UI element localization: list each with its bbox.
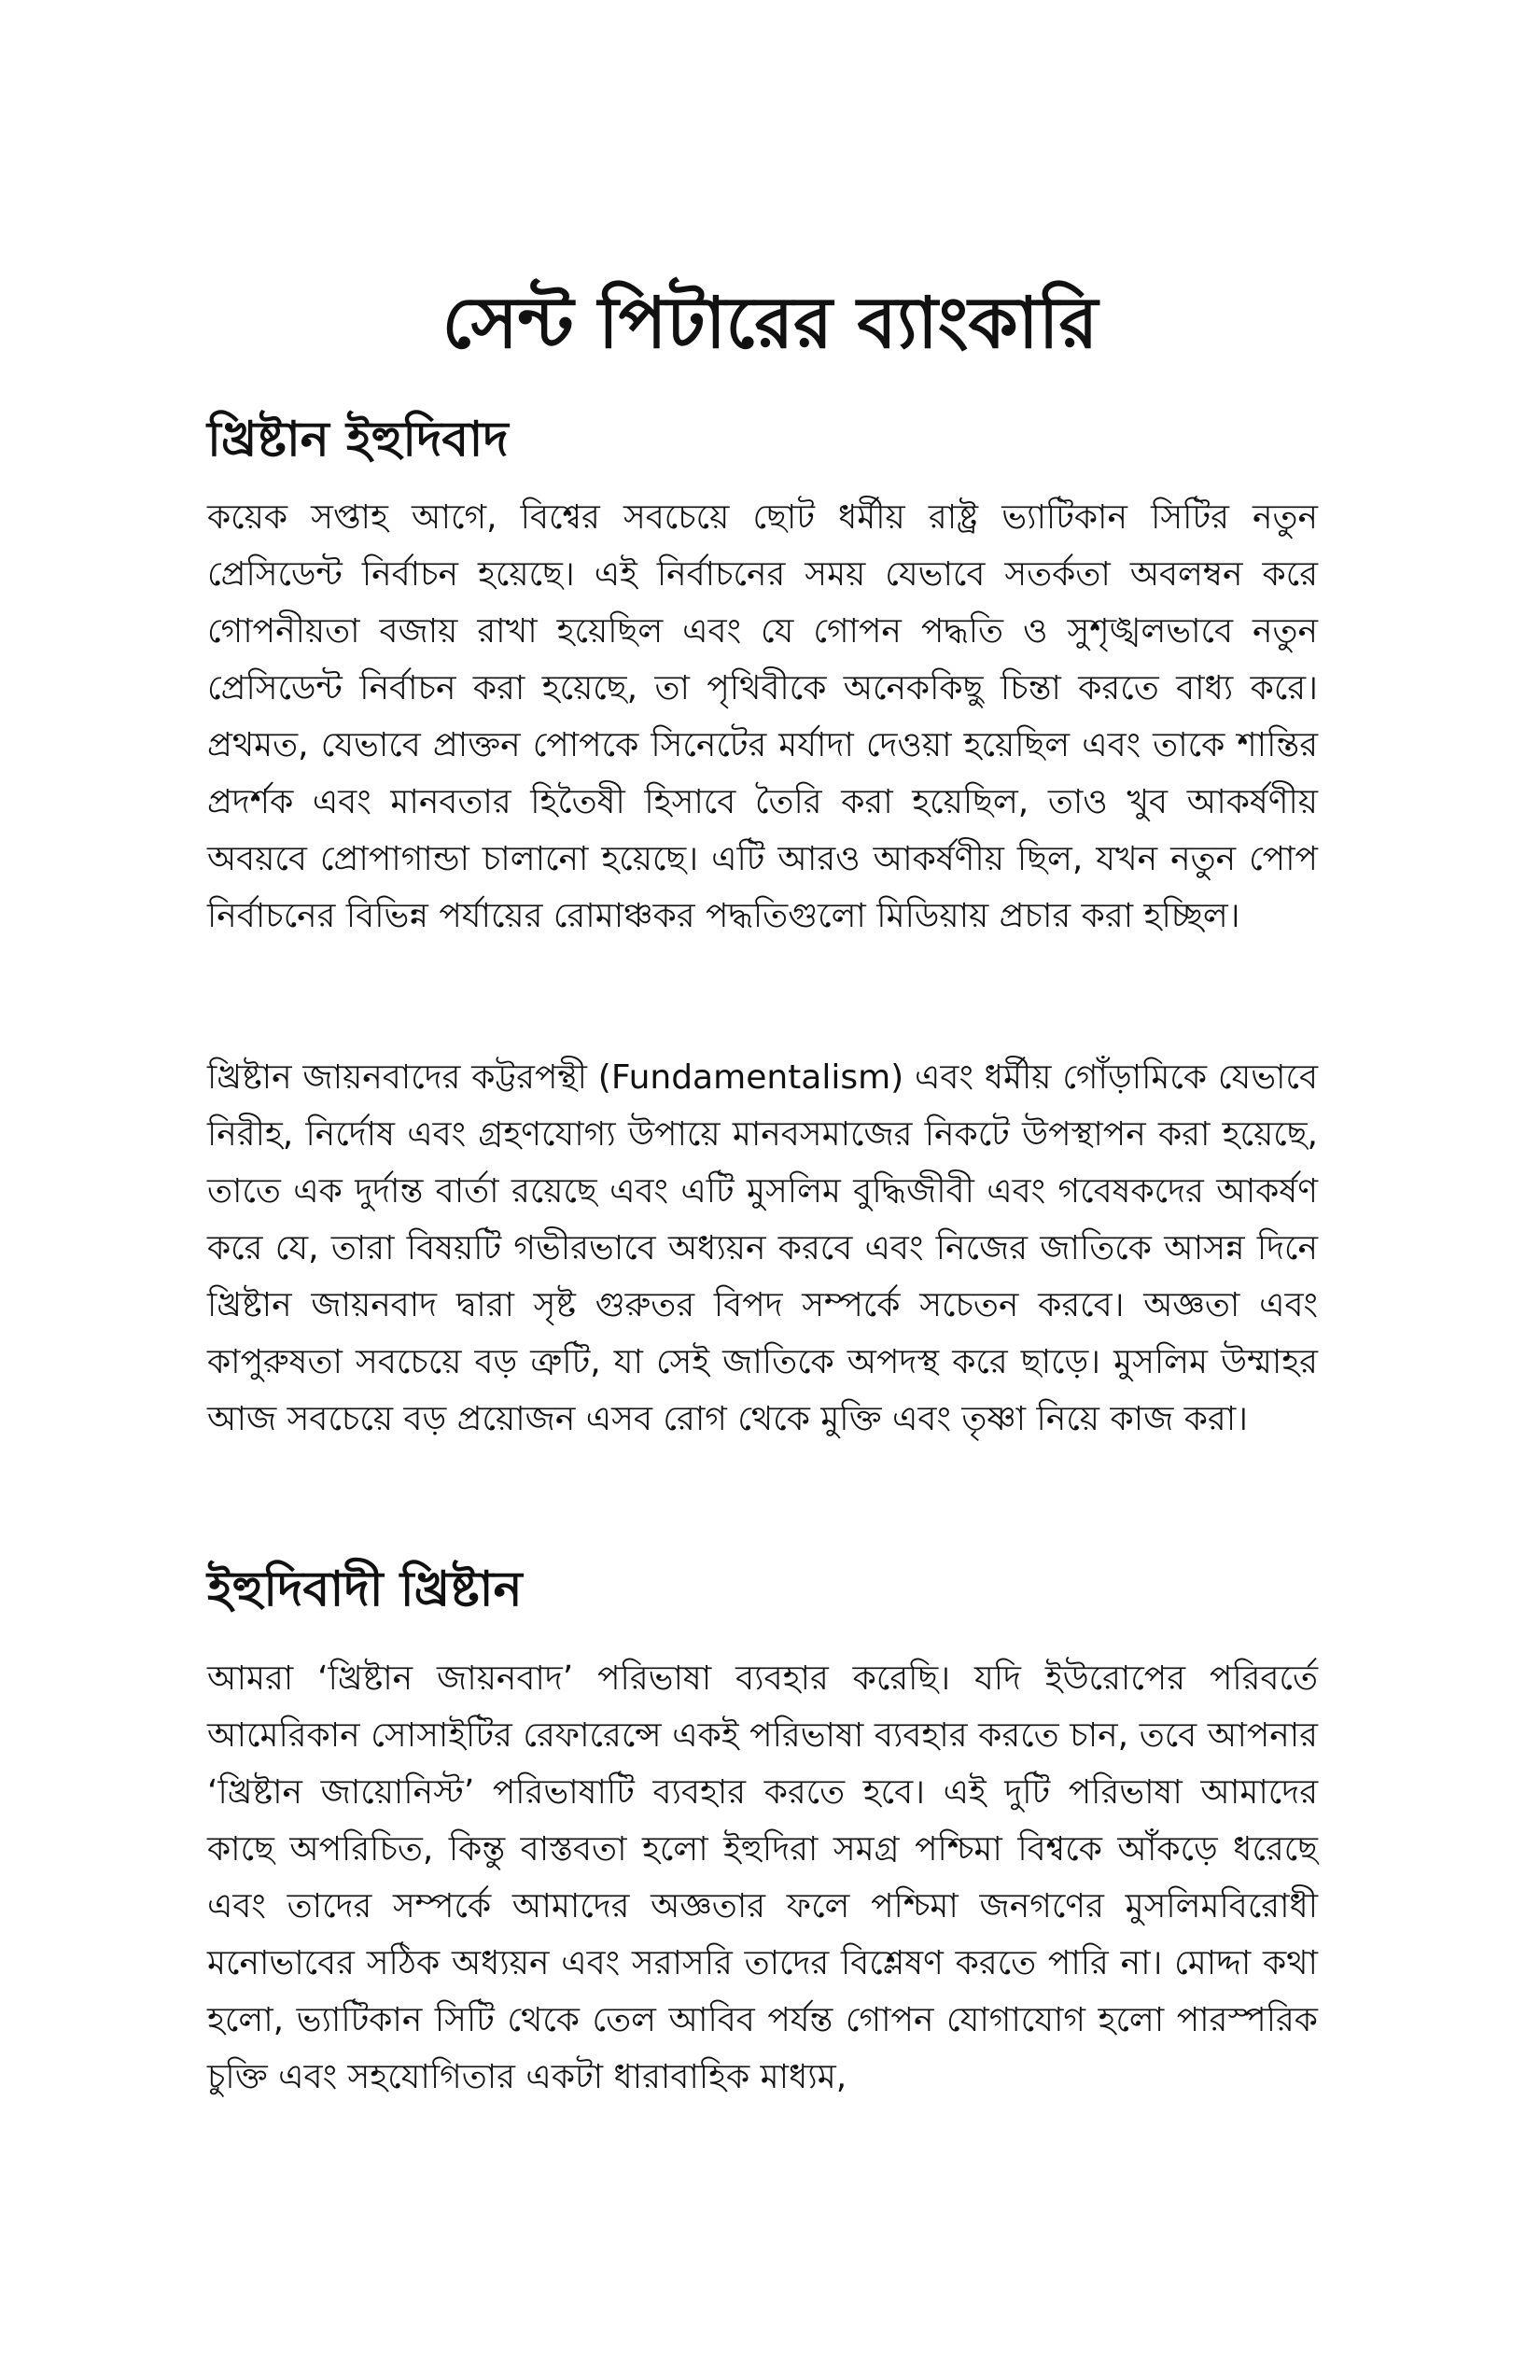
page-title: সেন্ট পিটারের ব্যাংকারি	[441, 281, 1099, 364]
section-heading-zionist-christian: ইহুদিবাদী খ্রিষ্টান	[207, 1561, 523, 1617]
paragraph: কয়েক সপ্তাহ আগে, বিশ্বের সবচেয়ে ছোট ধর্মীয় রাষ্ট্র ভ্যাটিকান সিটির নতুন প্রেসিডেন্ট নির্বাচন হয়েছে। এই নির্বাচনের সময় যেভাবে সতর্কতা অবলম্বন করে গোপনীয়তা বজায় রাখা হয়েছিল এবং যে গোপন পদ্ধতি ও সুশৃঙ্খলভাবে নতুন প্রেসিডেন্ট নির্বাচন করা হয়েছে, তা পৃথিবীকে অনেককিছু চিন্তা করতে বাধ্য করে। প্রথমত, যেভাবে প্রাক্তন পোপকে সিনেটের মর্যাদা দেওয়া হয়েছিল এবং তাকে শান্তির প্রদর্শক এবং মানবতার হিতৈষী হিসাবে তৈরি করা হয়েছিল, তাও খুব আকর্ষণীয় অবয়বে প্রোপাগান্ডা চালানো হয়েছে। এটি আরও আকর্ষণীয় ছিল, যখন নতুন পোপ নির্বাচনের বিভিন্ন পর্যায়ের রোমাঞ্চকর পদ্ধতিগুলো মিডিয়ায় প্রচার করা হচ্ছিল।	[207, 498, 1318, 935]
section-heading-christian-zionism: খ্রিষ্টান ইহুদিবাদ	[207, 412, 509, 468]
paragraph: আমরা ‘খ্রিষ্টান জায়নবাদ’ পরিভাষা ব্যবহার করেছি। যদি ইউরোপের পরিবর্তে আমেরিকান সোসাইটির রেফারেন্সে একই পরিভাষা ব্যবহার করতে চান, তবে আপনার ‘খ্রিষ্টান জায়োনিস্ট’ পরিভাষাটি ব্যবহার করতে হবে। এই দুটি পরিভাষা আমাদের কাছে অপরিচিত, কিন্তু বাস্তবতা হলো ইহুদিরা সমগ্র পশ্চিমা বিশ্বকে আঁকড়ে ধরেছে এবং তাদের সম্পর্কে আমাদের অজ্ঞতার ফলে পশ্চিমা জনগণের মুসলিমবিরোধী মনোভাবের সঠিক অধ্যয়ন এবং সরাসরি তাদের বিশ্লেষণ করতে পারি না। মোদ্দা কথা হলো, ভ্যাটিকান সিটি থেকে তেল আবিব পর্যন্ত গোপন যোগাযোগ হলো পারস্পরিক চুক্তি এবং সহযোগিতার একটা ধারাবাহিক মাধ্যম,	[207, 1659, 1318, 2096]
paragraph: খ্রিষ্টান জায়নবাদের কট্টরপন্থী (Fundamentalism) এবং ধর্মীয় গোঁড়ামিকে যেভাবে নিরীহ, নির্দোষ এবং গ্রহণযোগ্য উপায়ে মানবসমাজের নিকটে উপস্থাপন করা হয়েছে, তাতে এক দুর্দান্ত বার্তা রয়েছে এবং এটি মুসলিম বুদ্ধিজীবী এবং গবেষকদের আকর্ষণ করে যে, তারা বিষয়টি গভীরভাবে অধ্যয়ন করবে এবং নিজের জাতিকে আসন্ন দিনে খ্রিষ্টান জায়নবাদ দ্বারা সৃষ্ট গুরুতর বিপদ সম্পর্কে সচেতন করবে। অজ্ঞতা এবং কাপুরুষতা সবচেয়ে বড় ত্রুটি, যা সেই জাতিকে অপদস্থ করে ছাড়ে। মুসলিম উম্মাহর আজ সবচেয়ে বড় প্রয়োজন এসব রোগ থেকে মুক্তি এবং তৃষ্ণা নিয়ে কাজ করা।	[207, 1058, 1318, 1438]
